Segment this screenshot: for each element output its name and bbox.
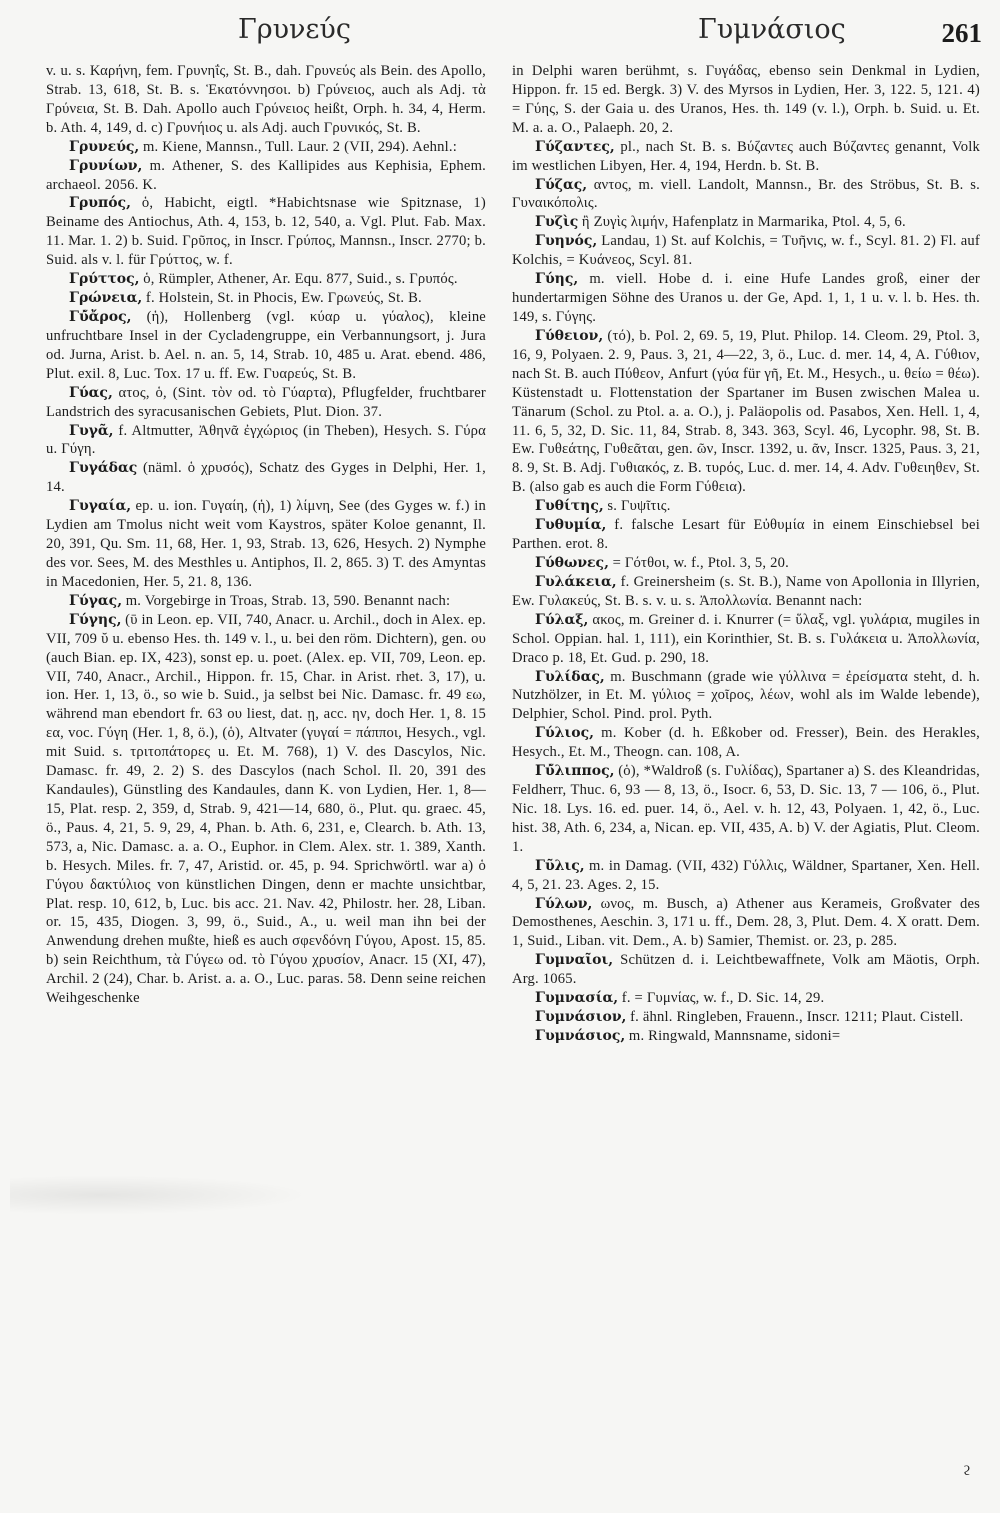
left-column [46, 62, 486, 1008]
dictionary-entry [512, 611, 980, 668]
dictionary-entry [512, 232, 980, 270]
dictionary-entry [512, 1008, 980, 1027]
entry-text: in Delphi waren berühmt, s. Γυγάδας, ebenso sein Denkmal in Lydien, Hippon. fr. 15 ed. Bergk. 3) V. des Myrsos in Lydien, Her. 3, 122. 5, 121. 4) = Γύης, S. der Gaia u. des Uranos, Hes. th. 149 (v. l.), Orph. b. Suid. u. Et. M. a. a. O., Palaeph. 20, 2. [512, 63, 980, 136]
printer-signature-mark: ϩ [963, 1463, 971, 1479]
dictionary-entry [512, 668, 980, 725]
dictionary-entry [512, 62, 980, 138]
entry-headword: Γύλιος, [535, 725, 594, 742]
entry-text: f. ähnl. Ringleben, Frauenn., Inscr. 1211; Plaut. Cistell. [630, 1009, 964, 1026]
entry-text: ατος, ὁ, (Sint. τὸν od. τὸ Γύαρτα), Pflugfelder, fruchtbarer Landstrich des syracusanischen Gebiets, Plut. Dion. 37. [46, 384, 486, 420]
entry-headword: Γυλάκεια, [535, 573, 617, 590]
entry-text: (ὁ), *Waldroß (s. Γυλίδας), Spartaner a) S. des Kleandridas, Feldherr, Thuc. 6, 93 — 8, 13, ö., Isocr. 6, 53, D. Sic. 13, 7 — 106, ö., Plut. Nic. 18. Lys. 16. ed. puer. 14, ö., Ael. v. h. 12, 43, Polyaen. 1, 42, ö., Luc. hist. 38, Ath. 6, 234, a, Nican. ep. VII, 435, A. b) V. der Agiatis, Plut. Cleom. 1. [512, 763, 980, 855]
entry-text: m. Ringwald, Mannsname, sidoni= [628, 1028, 841, 1045]
dictionary-entry [46, 270, 486, 289]
entry-headword: Γύ̆ἄρος, [69, 308, 132, 325]
entry-text: ep. u. ion. Γυγαίη, (ἡ), 1) λίμνη, See (des Gyges w. f.) in Lydien am Tmolus nicht weit vom Kaystros, später Koloe genannt, Il. 20, 391, Qu. Sm. 11, 68, Her. 1, 93, Strab. 13, 626, Hesych. 2) Nymphe des vor. Sees, M. des Mesthles u. Antiphos, Il. 2, 865. 3) T. des Amyntas in Macedonien, Her. 5, 21. 8, 136. [46, 498, 486, 590]
entry-text: ακος, m. Greiner d. i. Knurrer (= ὕλαξ, vgl. γυλάρια, mugiles in Schol. Oppian. hal. 1, 111), ein Korinthier, St. B. s. Γυλάκεια u. Ἀπολλωνία, Draco p. 18, Et. Gud. p. 290, 18. [512, 611, 980, 666]
entry-text: f. falsche Lesart für Εὐθυμία in einem Einschiebsel bei Parthen. erot. 8. [512, 517, 980, 553]
entry-text: f. Holstein, St. in Phocis, Ew. Γρωνεύς, St. B. [145, 290, 422, 307]
dictionary-entry [512, 497, 980, 516]
entry-headword: Γῦλις, [535, 857, 585, 874]
dictionary-entry [512, 554, 980, 573]
running-head-right: Γυμνάσιος [698, 14, 846, 45]
entry-headword: Γρύττος, [69, 271, 140, 288]
dictionary-entry [46, 497, 486, 592]
entry-text: m. Kober (d. h. Eßkober od. Fresser), Bein. des Herakles, Hesych., Et. M., Theogn. can. 108, A. [512, 725, 980, 761]
entry-text: (τό), b. Pol. 2, 69. 5, 19, Plut. Philop. 14. Cleom. 29, Ptol. 3, 16, 9, Polyaen. 2. 9, Paus. 3, 21, 4—22, 3, ö., Luc. d. mer. 14, 4, A. Γύθιον, nach St. B. auch Πύθεον, Anfurt (γύα für γῆ, Et. M., Hesych., u. θείω = θέω). Küstenstadt u. Flottenstation der Spartaner im Busen zwischen Malea u. Tänarum (Schol. zu Ptol. a. a. O.), j. Paläopolis od. Pasabos, Xen. Hell. 1, 4, 11. 6, 5, 32, D. Sic. 11, 84, Strab. 8, 343. 363, Scyl. 46, Lycophr. 98, St. B. Ew. Γυθεάτης, Γυθεᾶται, gen. ῶν, Inscr. 1392, u. ᾶν, Inscr. 1325, Paus. 3, 21, 8. 9, St. B. Adj. Γυθιακός, z. B. τυρός, Luc. d. mer. 14, 4. Adv. Γυθειηθεν, St. B. (also gab es auch die Form Γύθεια). [512, 327, 980, 496]
entry-text: s. Γυψῖτις. [607, 498, 671, 515]
entry-text: (ῡ in Leon. ep. VII, 740, Anacr. u. Archil., doch in Alex. ep. VII, 709 ῠ u. ebenso Hes. th. 149 v. l., u. bei den röm. Dichtern), gen. ου (auch Bian. ep. IX, 423), sonst ep. u. poet. (Alex. ep. VII, 709, Leon. ep. VII, 740, Anacr., Archil., Hippon. fr. 15, Char. in Arist. rhet. 3, 17), u. ion. Her. 1, 13, ö., so wie b. Suid., ja selbst bei Nic. Damasc. fr. 49 εω, während man ebendort fr. 63 ου liest, dat. ῃ, acc. ην, doch Her. 1, 8. 15 εα, voc. Γύγη (Her. 1, 8, ö.), (ὁ), Altvater (γυγαί = πάπποι, Hesych., vgl. mit Suid. s. τριτοπάτορες u. Et. M. 768), 1) V. des Dascylos, Nic. Damasc. fr. 49, 2. 2) S. des Dascylos (nach Schol. Il. 20, 391 des Kandaules), Günstling des Kandaules, dann K. von Lydien, Her. 1, 8—15, Plat. resp. 2, 359, d, Strab. 9, 421—14, 680, ö., Plut. qu. graec. 45, ö., Paus. 4, 21, 5. 9, 29, 4, Phan. b. Ath. 6, 231, e, Clearch. b. Ath. 13, 573, a, Nic. Damasc. a. a. O., Euphor. in Clem. Alex. str. 1. 389, Xanth. b. Hesych. Miles. fr. 7, 47, Aristid. or. 45, p. 94. Sprichwörtl. war a) ὁ Γύγου δακτύλιος von künstlichen Dingen, denn er machte unsichtbar, Plat. resp. 10, 612, b, Luc. bis acc. 21. Nav. 42, Philostr. her. 28, Liban. or. 15, 435, Diogen. 3, 99, ö., Suid., A., u. weil man ihn bei der Anwendung drehen mußte, hieß es auch σφενδόνη Γύγου, Apost. 15, 85. b) sein Reichthum, τὰ Γύγεω od. τὸ Γύγου χρυσίον, Anacr. 15 (XI, 47), Archil. 2 (24), Char. b. Arist. a. a. O., Luc. paras. 58. Denn seine reichen Weihgeschenke [46, 611, 486, 1007]
entry-headword: Γύζαντες, [535, 138, 615, 155]
entry-text: m. Buschmann (grade wie γύλλινα = ἐρείσματα steht, d. h. Nutzhölzer, in Et. M. γύλιος = χοῖρος, λέων, wohl als im Walde lebende), Delphier, Schol. Pind. prol. Pyth. [512, 668, 980, 723]
dictionary-entry [512, 989, 980, 1008]
entry-headword: Γυμνάσιον, [535, 1009, 627, 1026]
entry-text: v. u. s. Καρήνη, fem. Γρυνηΐς, St. B., dah. Γρυνεύς als Bein. des Apollo, Strab. 13, 618, St. B. s. Ἑκατόννησοι. b) Γρύνειος, auch als Adj. τὰ Γρύνεια, St. B. Dah. Apollo auch Γρύνειος heißt, Orph. h. 34, 4, Herm. b. Ath. 4, 149, d. c) Γρυνήιος u. als Adj. auch Γρυνικός, St. B. [46, 63, 486, 136]
dictionary-entry [512, 213, 980, 232]
entry-text: Landau, 1) St. auf Kolchis, = Τυῆνις, w. f., Scyl. 81. 2) Fl. auf Kolchis, = Κυάνεος, Scyl. 81. [512, 233, 980, 269]
dictionary-entry [512, 176, 980, 214]
entry-headword: Γυγαία, [69, 498, 132, 515]
entry-headword: Γυγάδας [69, 460, 138, 477]
entry-text: Schützen d. i. Leichtbewaffnete, Volk am Mäotis, Orph. Arg. 1065. [512, 952, 980, 988]
dictionary-entry [46, 138, 486, 157]
dictionary-entry [512, 270, 980, 327]
dictionary-entry [512, 573, 980, 611]
entry-headword: Γύθωνες, [535, 554, 609, 571]
dictionary-entry [46, 611, 486, 1008]
entry-headword: Γυζὶς [535, 214, 579, 231]
dictionary-entry [512, 138, 980, 176]
entry-headword: Γυγᾶ, [69, 422, 114, 439]
entry-text: f. Greinersheim (s. St. B.), Name von Apollonia in Illyrien, Ew. Γυλακεύς, St. B. s. v. u. s. Ἀπολλωνία. Benannt nach: [512, 573, 981, 609]
entry-headword: Γυηνός, [535, 233, 598, 250]
scan-smudge [10, 1175, 310, 1215]
entry-headword: Γυλίδας, [535, 668, 605, 685]
entry-text: m. Athener, S. des Kallipides aus Kephisia, Ephem. archaeol. 2056. K. [46, 157, 486, 193]
entry-text: ἢ Ζυγὶς λιμήν, Hafenplatz in Marmarika, Ptol. 4, 5, 6. [581, 214, 906, 231]
entry-headword: Γύ̆λιππος, [535, 763, 615, 780]
dictionary-entry [46, 384, 486, 422]
entry-text: m. Vorgebirge in Troas, Strab. 13, 590. Benannt nach: [125, 592, 451, 609]
dictionary-entry [46, 62, 486, 138]
entry-text: = Γότθοι, w. f., Ptol. 3, 5, 20. [612, 554, 789, 571]
dictionary-entry [46, 592, 486, 611]
dictionary-entry [512, 951, 980, 989]
entry-headword: Γύθειον, [535, 327, 604, 344]
dictionary-entry [46, 289, 486, 308]
dictionary-entry [512, 1027, 980, 1046]
entry-headword: Γυθίτης, [535, 498, 604, 515]
dictionary-entry [46, 459, 486, 497]
page-number: 261 [941, 18, 982, 48]
dictionary-entry [46, 422, 486, 460]
entry-headword: Γρυνεύς, [69, 138, 140, 155]
dictionary-entry [512, 516, 980, 554]
right-column [512, 62, 980, 1046]
entry-headword: Γύης, [535, 271, 579, 288]
entry-headword: Γύλων, [535, 895, 593, 912]
entry-headword: Γρυπός, [69, 195, 131, 212]
entry-headword: Γύλαξ, [535, 611, 589, 628]
entry-headword: Γύας, [69, 384, 113, 401]
dictionary-entry [46, 308, 486, 384]
entry-text: ωνος, m. Busch, a) Athener aus Kerameis, Großvater des Demosthenes, Aeschin. 3, 171 u. ff., Dem. 28, 3, Plut. Dem. 4. X oratt. Dem. 1, Suid., Liban. vit. Dem., A. b) Samier, Themist. or. 23, p. 285. [512, 895, 980, 950]
entry-headword: Γύγης, [69, 611, 122, 628]
entry-headword: Γρυνίων, [69, 157, 143, 174]
dictionary-entry [512, 327, 980, 497]
entry-text: αντος, m. viell. Landolt, Mannsn., Br. des Ströbus, St. B. s. Γυναικόπολις. [512, 176, 980, 212]
dictionary-entry [46, 194, 486, 270]
entry-text: f. = Γυμνίας, w. f., D. Sic. 14, 29. [621, 990, 825, 1007]
entry-headword: Γυθυμία, [535, 517, 607, 534]
entry-text: pl., nach St. B. s. Βύζαντες auch Βύζαντες genannt, Volk im westlichen Libyen, Her. 4, 194, Herdn. b. St. B. [512, 138, 980, 174]
entry-headword: Γύζας, [535, 176, 588, 193]
dictionary-entry [512, 724, 980, 762]
entry-text: m. Kiene, Mannsn., Tull. Laur. 2 (VII, 294). Aehnl.: [142, 138, 457, 155]
running-head-left: Γρυνεύς [238, 14, 351, 45]
entry-text: m. viell. Hobe d. i. eine Hufe Landes groß, einer der hundertarmigen Söhne des Uranos u. der Ge, Apd. 1, 1, 1 u. v. l. b. Hes. th. 149, s. Γύγης. [512, 271, 980, 325]
entry-headword: Γρώνεια, [69, 290, 143, 307]
entry-headword: Γυμνάσιος, [535, 1028, 626, 1045]
entry-text: ὁ, Rümpler, Athener, Ar. Equ. 877, Suid., s. Γρυπός. [143, 271, 458, 288]
dictionary-entry [46, 157, 486, 195]
entry-text: f. Altmutter, Ἀθηνᾶ ἐγχώριος (in Theben), Hesych. S. Γύρα u. Γύγη. [46, 422, 486, 458]
entry-text: (ἡ), Hollenberg (vgl. κύαρ u. γύαλος), kleine unfruchtbare Insel in der Cycladengruppe, ein Verbannungsort, j. Jura od. Jurna, Arist. b. Ael. n. an. 5, 14, Strab. 10, 485 u. Arat. ebend. 486, Plut. exil. 8, Luc. Tox. 17 u. ff. Ew. Γυαρεύς, St. B. [46, 308, 486, 382]
entry-text: (näml. ὁ χρυσός), Schatz des Gyges in Delphi, Her. 1, 14. [46, 460, 486, 496]
dictionary-entry [512, 857, 980, 895]
entry-headword: Γύγας, [69, 592, 123, 609]
entry-text: m. in Damag. (VII, 432) Γύλλις, Wäldner, Spartaner, Xen. Hell. 4, 5, 21. 23. Ages. 2, 15. [512, 857, 980, 893]
dictionary-entry [512, 895, 980, 952]
dictionary-entry [512, 762, 980, 857]
entry-headword: Γυμνασία, [535, 990, 619, 1007]
entry-text: ὁ, Habicht, eigtl. *Habichtsnase wie Spitznase, 1) Beiname des Antiochus, Ath. 4, 153, b. 12, 540, a. Vgl. Plut. Fab. Max. 11. Mar. 1. 2) b. Suid. Γρῦπος, in Inscr. Γρύπος, Mannsn., Inscr. 2770; b. Suid. als v. l. für Γρύττος, w. f. [46, 195, 486, 269]
entry-headword: Γυμναῖοι, [535, 952, 614, 969]
